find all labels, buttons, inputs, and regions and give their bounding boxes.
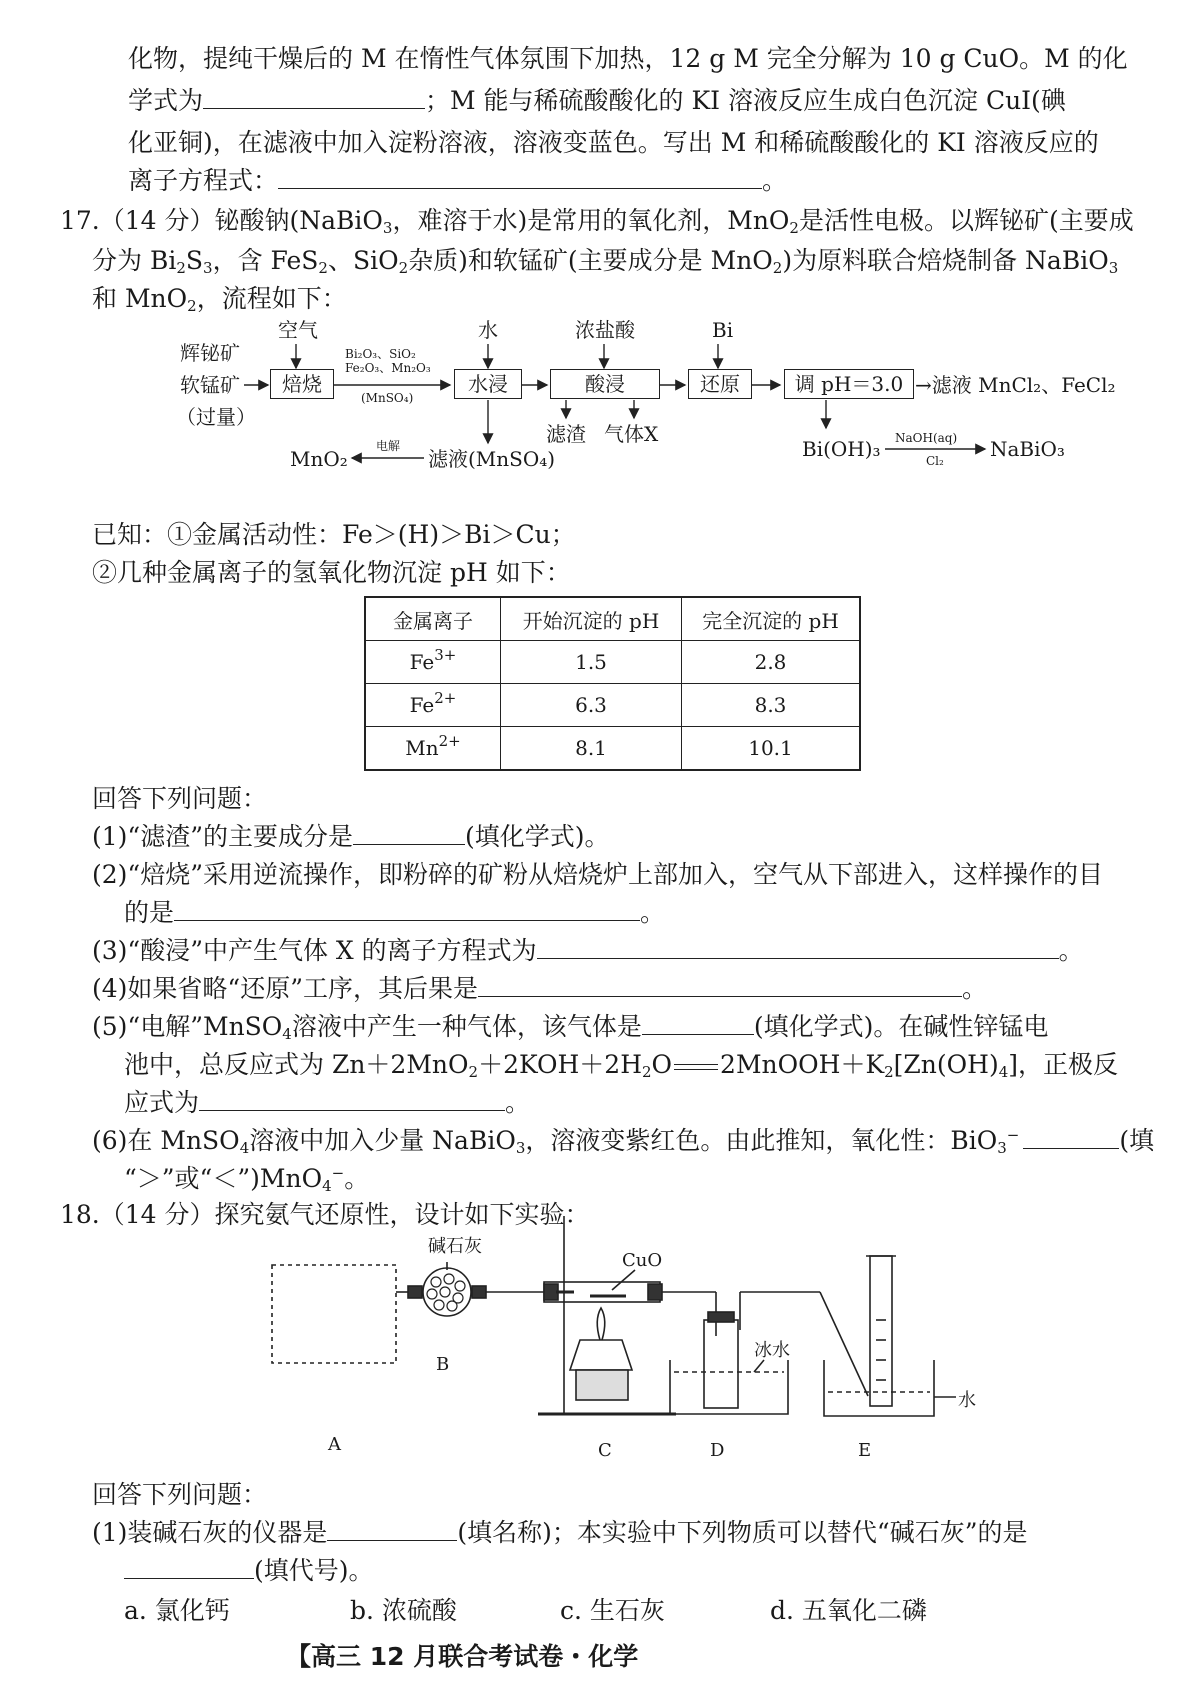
flow-step-adjust-ph: 调 pH＝3.0 <box>784 369 914 399</box>
q17-answer-prompt: 回答下列问题： <box>92 784 268 813</box>
label-c: C <box>598 1440 612 1461</box>
q17-part-5-line-1: (5)“电解”MnSO$_4$溶液中产生一种气体，该气体是 (填化学式)。在碱性锌锰电 <box>92 1012 1049 1043</box>
text: (3)“酸浸”中产生气体 X 的离子方程式为 <box>92 936 537 965</box>
page-footer: 【高三 12 月联合考试卷・化学 <box>286 1642 639 1671</box>
text: 、SiO <box>327 246 399 275</box>
label-water: 水 <box>958 1390 976 1411</box>
text: (填代号)。 <box>254 1556 374 1585</box>
text: ，含 FeS <box>212 246 319 275</box>
answer-blank[interactable] <box>124 1556 254 1579</box>
text: 池中，总反应式为 Zn＋2MnO <box>124 1050 469 1079</box>
intro-line-1: 化物，提纯干燥后的 M 在惰性气体氛围下加热，12 g M 完全分解为 10 g CuO。M 的化 <box>128 44 1128 73</box>
flow-cl2: Cl₂ <box>926 454 944 468</box>
flow-electrolysis: 电解 <box>376 439 401 453</box>
table-cell-ion: $Mn^{2+}$ <box>365 727 501 771</box>
q17-line-2: 分为 $Bi_2S_3$，含 FeS$_2$、SiO$_2$杂质)和软锰矿(主要成分是 MnO$_2$)为原料联合焙烧制备 NaBiO$_3$ <box>92 246 1119 277</box>
text: 是活性电极。以辉铋矿(主要成 <box>798 206 1134 235</box>
flow-gas-x: 气体X <box>604 422 659 446</box>
text: 。 <box>1058 936 1084 965</box>
label-a: A <box>328 1434 341 1455</box>
text: 应式为 <box>124 1088 200 1117</box>
text: 。 <box>344 1164 370 1193</box>
text: 17.（14 分）铋酸钠(NaBiO <box>60 206 383 235</box>
label-e: E <box>858 1440 872 1461</box>
q17-part-6-line-1: (6)在 MnSO$_4$溶液中加入少量 NaBiO$_3$，溶液变紫红色。由此推知，氧化性：BiO$_3$− (填 <box>92 1126 1155 1157</box>
table-cell: 1.5 <box>501 641 682 684</box>
intro-text: 。 <box>762 166 788 195</box>
intro-line-3: 化亚铜)，在滤液中加入淀粉溶液，溶液变蓝色。写出 M 和稀硫酸酸化的 KI 溶液反应的 <box>128 128 1099 157</box>
flow-water: 水 <box>478 318 498 342</box>
table-cell: 6.3 <box>501 684 682 727</box>
text: 的是 <box>124 898 175 927</box>
flow-hcl: 浓盐酸 <box>575 318 635 342</box>
q17-part-5-line-2: 池中，总反应式为 $Zn+2MnO_2+2KOH+2H_2O$ $2MnOOH+K_2[Zn(OH)_4]$，正极反 <box>124 1050 1119 1081</box>
label-cuo: CuO <box>622 1250 663 1271</box>
intro-text: 离子方程式： <box>128 166 279 195</box>
table-header: 完全沉淀的 pH <box>682 597 861 641</box>
q18-option-c: c. 生石灰 <box>560 1596 665 1625</box>
flow-arrow-label-1: Bi₂O₃、SiO₂ <box>345 347 416 361</box>
q17-part-2-line-1: (2)“焙烧”采用逆流操作，即粉碎的矿粉从焙烧炉上部加入，空气从下部进入，这样操作的目 <box>92 860 1103 889</box>
flow-step-acid-leach: 酸浸 <box>550 369 660 399</box>
flow-arrow-label-3: (MnSO₄) <box>361 391 414 405</box>
text: (1)装碱石灰的仪器是 <box>92 1518 328 1547</box>
text: (填化学式)。 <box>464 822 610 851</box>
text: ]，正极反 <box>1008 1050 1119 1079</box>
table-header: 开始沉淀的 pH <box>501 597 682 641</box>
flow-step-reduce: 还原 <box>688 369 752 399</box>
flow-filtrate-end: →滤液 MnCl₂、FeCl₂ <box>915 373 1116 397</box>
answer-blank[interactable] <box>327 1518 457 1541</box>
text: (6)在 MnSO <box>92 1126 240 1155</box>
text: (填名称)；本实验中下列物质可以替代“碱石灰”的是 <box>457 1518 1028 1547</box>
text: ，难溶于水)是常用的氧化剂，MnO <box>392 206 790 235</box>
text: 杂质)和软锰矿(主要成分是 MnO <box>408 246 773 275</box>
flow-step-water-leach: 水浸 <box>454 369 522 399</box>
text: “＞”或“＜”)MnO <box>124 1164 323 1193</box>
flow-step-roast: 焙烧 <box>270 369 334 399</box>
label-b: B <box>436 1354 450 1375</box>
flow-nabio3: NaBiO₃ <box>990 437 1065 461</box>
table-cell: 2.8 <box>682 641 861 684</box>
text: O <box>651 1050 673 1079</box>
flow-naoh: NaOH(aq) <box>895 431 958 445</box>
text: 。 <box>961 974 987 1003</box>
table-header: 金属离子 <box>365 597 501 641</box>
text: (4)如果省略“还原”工序，其后果是 <box>92 974 478 1003</box>
q18-part-1-line-1 <box>92 1516 1028 1550</box>
known-1: 已知：①金属活动性：Fe＞(H)＞Bi＞Cu； <box>92 520 576 549</box>
label-soda-lime: 碱石灰 <box>428 1236 482 1257</box>
text: 。 <box>505 1088 531 1117</box>
text: )为原料联合焙烧制备 NaBiO <box>782 246 1109 275</box>
table-cell-ion: $Fe^{3+}$ <box>365 641 501 684</box>
text: [Zn(OH) <box>893 1050 999 1079</box>
flow-bi: Bi <box>712 318 734 342</box>
intro-text: ；M 能与稀硫酸酸化的 KI 溶液反应生成白色沉淀 CuI(碘 <box>425 86 1066 115</box>
text: S <box>185 246 204 275</box>
flow-residue: 滤渣 <box>546 422 586 446</box>
table-cell-ion: $Fe^{2+}$ <box>365 684 501 727</box>
text: 溶液中产生一种气体，该气体是 <box>291 1012 642 1041</box>
text: 2MnOOH＋K <box>720 1050 885 1079</box>
flow-mno2: MnO₂ <box>290 447 348 471</box>
text: (填 <box>1119 1126 1155 1155</box>
q18-answer-prompt: 回答下列问题： <box>92 1480 268 1509</box>
text: (5)“电解”MnSO <box>92 1012 283 1041</box>
label-d: D <box>710 1440 725 1461</box>
text: 和 MnO <box>92 284 188 313</box>
text: 溶液中加入少量 NaBiO <box>249 1126 516 1155</box>
flow-air: 空气 <box>278 318 318 342</box>
text: ，流程如下： <box>196 284 347 313</box>
flow-arrow-label-2: Fe₂O₃、Mn₂O₃ <box>345 361 431 375</box>
text: (1)“滤渣”的主要成分是 <box>92 822 353 851</box>
text: ＋2KOH＋2H <box>478 1050 642 1079</box>
text: ，溶液变紫红色。由此推知，氧化性：BiO <box>525 1126 998 1155</box>
text: (填化学式)。在碱性锌锰电 <box>753 1012 1049 1041</box>
flow-ore-3: （过量） <box>176 405 256 429</box>
table-cell: 10.1 <box>682 727 861 771</box>
flow-ore-1: 辉铋矿 <box>180 341 240 365</box>
flow-mnso4: 滤液(MnSO₄) <box>428 447 556 471</box>
text: 。 <box>640 898 666 927</box>
q18-part-1-line-2 <box>124 1554 374 1588</box>
q18-option-a: a. 氯化钙 <box>124 1596 230 1625</box>
flow-ore-2: 软锰矿 <box>180 373 240 397</box>
text: 分为 Bi <box>92 246 177 275</box>
q17-part-6-line-2: “＞”或“＜”)MnO$_4$−。 <box>124 1164 370 1195</box>
q18-header: 18.（14 分）探究氨气还原性，设计如下实验： <box>60 1200 590 1229</box>
q18-option-b: b. 浓硫酸 <box>350 1596 457 1625</box>
q17-line-3: 和 MnO$_2$，流程如下： <box>92 284 347 315</box>
q18-option-d: d. 五氧化二磷 <box>770 1596 927 1625</box>
intro-text: 学式为 <box>128 86 204 115</box>
flow-bioh3: Bi(OH)₃ <box>802 437 881 461</box>
known-2: ②几种金属离子的氢氧化物沉淀 pH 如下： <box>92 558 571 587</box>
q17-header: 17.（14 分）铋酸钠(NaBiO$_3$，难溶于水)是常用的氧化剂，MnO$_2$是活性电极。以辉铋矿(主要成 <box>60 206 1134 237</box>
table-cell: 8.1 <box>501 727 682 771</box>
label-ice-water: 冰水 <box>754 1340 790 1361</box>
table-cell: 8.3 <box>682 684 861 727</box>
